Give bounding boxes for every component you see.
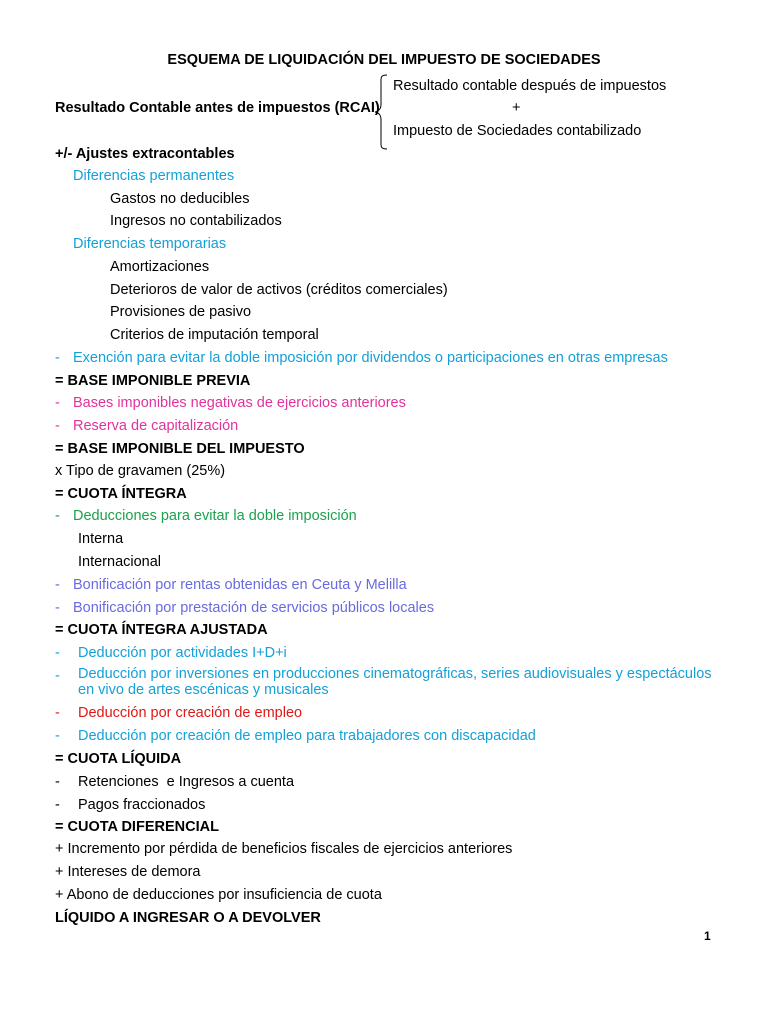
rcai-label: Resultado Contable antes de impuestos (RCAI) [55,100,380,116]
dash-marker: - [55,600,60,616]
deduccion-empleo-line: Deducción por creación de empleo [78,705,303,721]
cuota-liquida: = CUOTA LÍQUIDA [55,751,182,767]
dash-marker: - [55,668,60,684]
pagos-fraccionados-line: Pagos fraccionados [78,797,206,813]
exencion-line: Exención para evitar la doble imposición por dividendos o participaciones en otras empresas [73,350,668,366]
dash-marker: - [55,645,60,661]
dash-marker: - [55,395,60,411]
diferencias-permanentes: Diferencias permanentes [73,168,235,184]
ingresos-no-contabilizados: Ingresos no contabilizados [110,213,282,229]
provisiones: Provisiones de pasivo [110,304,252,320]
amortizaciones: Amortizaciones [110,259,210,275]
deduccion-idi-line: Deducción por actividades I+D+i [78,645,287,661]
dash-marker: - [55,350,60,366]
bases-negativas-line: Bases imponibles negativas de ejercicios anteriores [73,395,406,411]
base-imponible-previa: = BASE IMPONIBLE PREVIA [55,373,251,389]
dash-marker: - [55,577,60,593]
interna: Interna [78,531,124,547]
reserva-capitalizacion-line: Reserva de capitalización [73,418,239,434]
deducciones-doble-line: Deducciones para evitar la doble imposición [73,508,357,524]
bonificacion-ceuta-line: Bonificación por rentas obtenidas en Ceuta y Melilla [73,577,407,593]
brace-bottom-text: Impuesto de Sociedades contabilizado [393,123,642,139]
tipo-gravamen: x Tipo de gravamen (25%) [55,463,226,479]
bonificacion-servicios-line: Bonificación por prestación de servicios públicos locales [73,600,435,616]
deduccion-cine-line: Deducción por inversiones en producciones cinematográficas, series audiovisuales y espectáculos en vivo de artes escénicas y musicales [78,666,712,698]
internacional: Internacional [78,554,162,570]
dash-marker: - [55,705,60,721]
dash-marker: - [55,508,60,524]
deduccion-discapacidad-line: Deducción por creación de empleo para trabajadores con discapacidad [78,728,536,744]
incremento-line: + Incremento por pérdida de beneficios fiscales de ejercicios anteriores [55,841,513,857]
page-title: ESQUEMA DE LIQUIDACIÓN DEL IMPUESTO DE SOCIEDADES [167,52,601,68]
dash-marker: - [55,418,60,434]
gastos-no-deducibles: Gastos no deducibles [110,191,250,207]
diferencias-temporarias: Diferencias temporarias [73,236,227,252]
dash-marker: - [55,774,60,790]
curly-brace-icon [374,74,388,150]
retenciones-line: Retenciones e Ingresos a cuenta [78,774,295,790]
criterios-imputacion: Criterios de imputación temporal [110,327,319,343]
dash-marker: - [55,728,60,744]
intereses-demora-line: + Intereses de demora [55,864,201,880]
liquido-ingresar-devolver: LÍQUIDO A INGRESAR O A DEVOLVER [55,910,321,926]
deterioros: Deterioros de valor de activos (créditos comerciales) [110,282,448,298]
cuota-integra: = CUOTA ÍNTEGRA [55,486,187,502]
brace-plus-text: + [512,100,521,116]
base-imponible-impuesto: = BASE IMPONIBLE DEL IMPUESTO [55,441,305,457]
dash-marker: - [55,797,60,813]
cuota-integra-ajustada: = CUOTA ÍNTEGRA AJUSTADA [55,622,268,638]
ajustes-heading: +/- Ajustes extracontables [55,146,235,162]
page-number: 1 [704,929,711,943]
abono-deducciones-line: + Abono de deducciones por insuficiencia de cuota [55,887,382,903]
brace-top-text: Resultado contable después de impuestos [393,78,667,94]
cuota-diferencial: = CUOTA DIFERENCIAL [55,819,219,835]
